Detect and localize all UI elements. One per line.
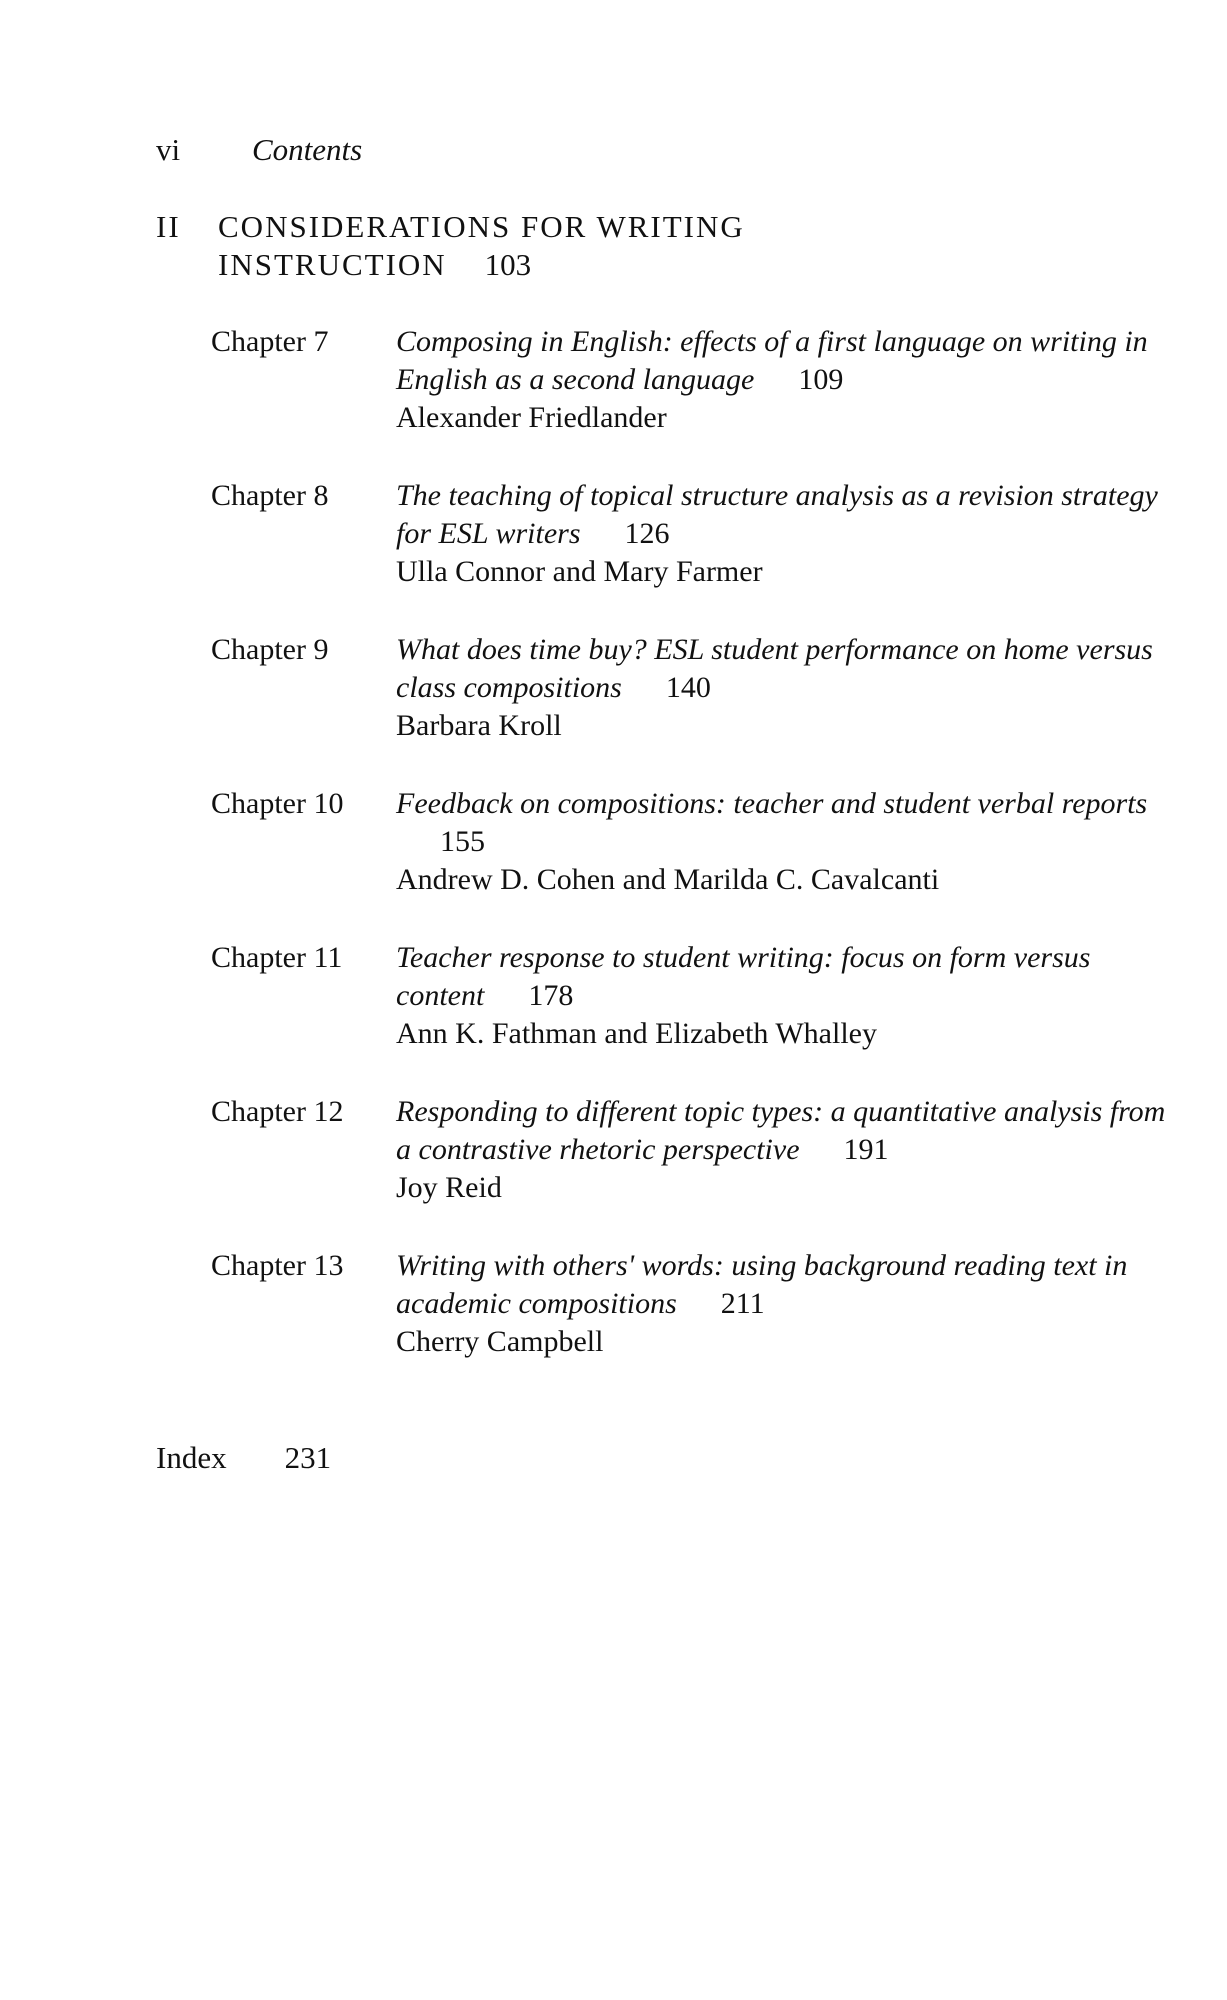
chapter-details: [396, 1093, 1176, 1207]
page-folio: vi: [156, 132, 181, 167]
chapter-page-number: 211: [720, 1287, 765, 1320]
chapter-title: The teaching of topical structure analysis as a revision strategy for ESL writers: [396, 479, 1158, 550]
chapter-author: Barbara Kroll: [396, 709, 562, 742]
chapter-details: [396, 323, 1176, 437]
chapter-title: Teacher response to student writing: focus on form versus content: [396, 941, 1091, 1012]
chapter-page-number: 109: [798, 363, 844, 396]
chapter-title: Responding to different topic types: a quantitative analysis from a contrastive rhetoric perspective: [396, 1095, 1166, 1166]
chapter-label: Chapter 12: [211, 1095, 344, 1128]
chapter-page-number: 155: [440, 825, 485, 858]
index-label: Index: [156, 1440, 227, 1475]
chapter-label: Chapter 11: [211, 941, 343, 974]
part-heading: [156, 208, 938, 284]
chapter-page-number: 140: [665, 671, 711, 704]
chapter-details: [396, 939, 1176, 1053]
chapter-entry: [211, 785, 1171, 939]
chapter-title: What does time buy? ESL student performance on home versus class compositions: [396, 633, 1153, 704]
chapter-title-line: [396, 477, 1176, 553]
chapter-label: Chapter 13: [211, 1249, 344, 1282]
chapter-author: Joy Reid: [396, 1171, 502, 1204]
running-head: [156, 130, 362, 170]
chapter-details: [396, 631, 1176, 745]
chapter-title-line: [396, 785, 1176, 861]
part-title-block: [218, 208, 938, 284]
index-page-number: 231: [284, 1440, 332, 1475]
chapter-author: Andrew D. Cohen and Marilda C. Cavalcanti: [396, 863, 940, 896]
chapter-title-line: [396, 323, 1176, 399]
chapter-details: [396, 785, 1176, 899]
chapter-label: Chapter 8: [211, 479, 329, 512]
chapter-title-line: [396, 1093, 1176, 1169]
chapter-entry: [211, 631, 1171, 785]
running-head-title: Contents: [252, 132, 363, 167]
chapter-title-line: [396, 1247, 1176, 1323]
chapter-author: Alexander Friedlander: [396, 401, 667, 434]
part-title: CONSIDERATIONS FOR WRITING INSTRUCTION: [218, 209, 745, 282]
chapter-title-line: [396, 631, 1176, 707]
chapter-title: Feedback on compositions: teacher and student verbal reports: [396, 787, 1148, 820]
chapter-title: Writing with others' words: using background reading text in academic compositions: [396, 1249, 1128, 1320]
chapter-label: Chapter 10: [211, 787, 344, 820]
chapter-list: [211, 323, 1171, 1401]
chapter-entry: [211, 477, 1171, 631]
chapter-title-line: [396, 939, 1176, 1015]
chapter-label: Chapter 9: [211, 633, 329, 666]
chapter-label: Chapter 7: [211, 325, 329, 358]
chapter-author: Cherry Campbell: [396, 1325, 604, 1358]
chapter-page-number: 126: [624, 517, 670, 550]
chapter-author: Ann K. Fathman and Elizabeth Whalley: [396, 1017, 877, 1050]
chapter-page-number: 178: [528, 979, 574, 1012]
part-page-number: 103: [484, 247, 532, 282]
chapter-title: Composing in English: effects of a first language on writing in English as a second language: [396, 325, 1148, 396]
index-entry: [156, 1438, 331, 1478]
chapter-entry: [211, 1093, 1171, 1247]
chapter-entry: [211, 323, 1171, 477]
chapter-entry: [211, 939, 1171, 1093]
chapter-details: [396, 477, 1176, 591]
chapter-details: [396, 1247, 1176, 1361]
chapter-page-number: 191: [843, 1133, 889, 1166]
chapter-entry: [211, 1247, 1171, 1401]
chapter-author: Ulla Connor and Mary Farmer: [396, 555, 763, 588]
part-number: II: [156, 209, 181, 244]
